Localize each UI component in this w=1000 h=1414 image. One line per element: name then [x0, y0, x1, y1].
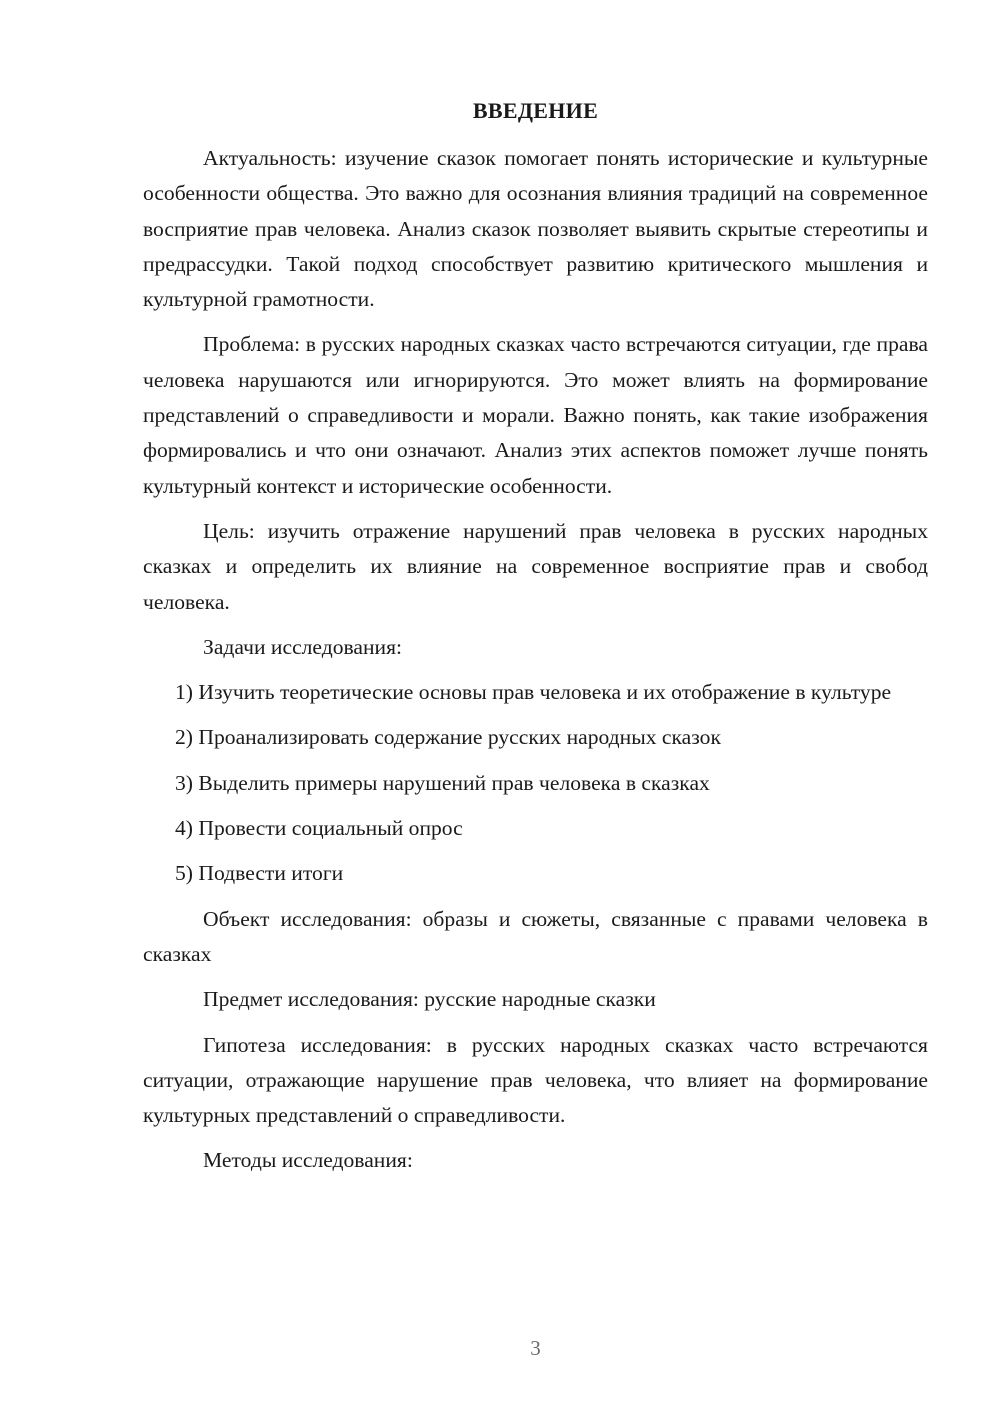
document-page	[143, 0, 928, 1414]
task-item-1: 1) Изучить теоретические основы прав человека и их отображение в культуре	[175, 680, 892, 705]
paragraph-subject: Предмет исследования: русские народные сказки	[203, 987, 656, 1012]
paragraph-problem: Проблема: в русских народных сказках часто встречаются ситуации, где права человека нарушаются или игнорируются. Это может влиять на формирование представлений о справедливости и морали. Важно понять, как такие изображения формировались и что они означают. Анализ этих аспектов поможет лучше понять культурный контекст и исторические особенности.	[143, 332, 928, 498]
task-item-5: 5) Подвести итоги	[175, 861, 344, 886]
page-number: 3	[530, 1336, 541, 1360]
task-item-4: 4) Провести социальный опрос	[175, 816, 463, 841]
task-item-3: 3) Выделить примеры нарушений прав человека в сказках	[175, 770, 710, 795]
paragraph-tasks-heading: Задачи исследования:	[203, 634, 403, 659]
paragraph-hypothesis: Гипотеза исследования: в русских народных сказках часто встречаются ситуации, отражающие нарушение прав человека, что влияет на формирование культурных представлений о справедливости.	[143, 1032, 928, 1128]
paragraph-relevance: Актуальность: изучение сказок помогает понять исторические и культурные особенности общества. Это важно для осознания влияния традиций на современное восприятие прав человека. Анализ сказок позволяет выявить скрытые стереотипы и предрассудки. Такой подход способствует развитию критического мышления и культурной грамотности.	[143, 146, 928, 312]
task-item-2: 2) Проанализировать содержание русских народных сказок	[175, 725, 721, 750]
paragraph-goal: Цель: изучить отражение нарушений прав человека в русских народных сказках и определить их влияние на современное восприятие прав и свобод человека.	[143, 518, 928, 614]
body-text	[143, 141, 928, 1189]
section-title: ВВЕДЕНИЕ	[472, 98, 599, 123]
paragraph-methods: Методы исследования:	[203, 1148, 413, 1173]
paragraph-object: Объект исследования: образы и сюжеты, связанные с правами человека в сказках	[143, 906, 928, 966]
